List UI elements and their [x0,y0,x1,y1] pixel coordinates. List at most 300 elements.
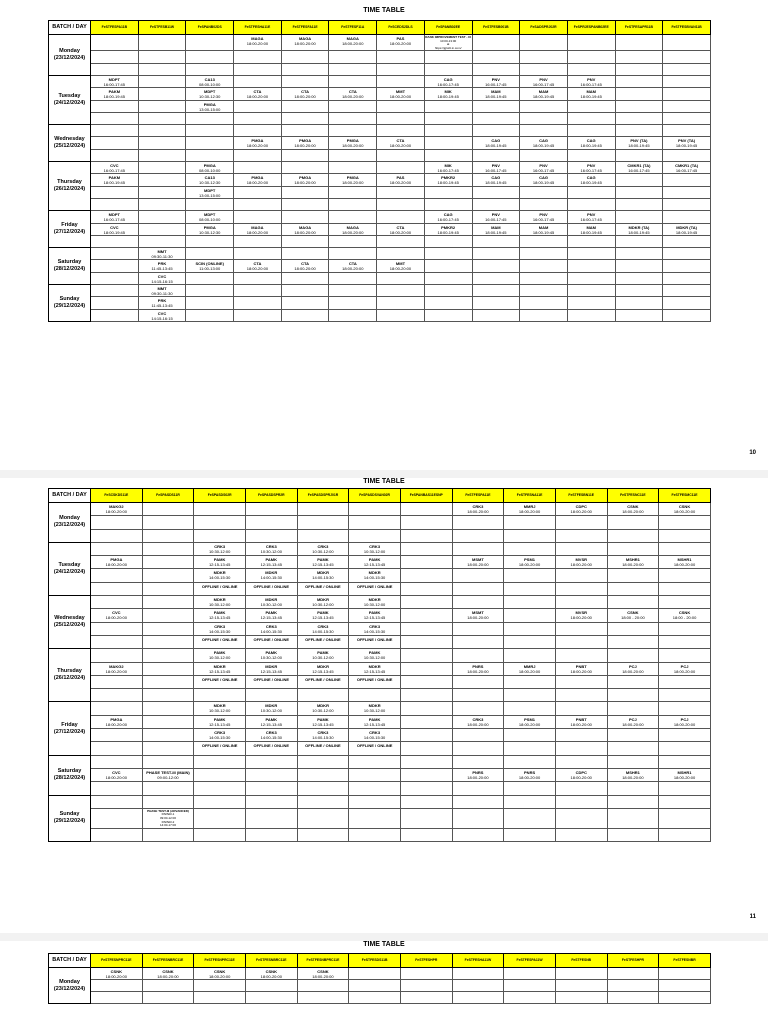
class-entry [659,556,710,567]
class-time: 18:00-20:00 [518,774,541,780]
class-entry [186,88,233,99]
schedule-cell [659,675,711,688]
timetable-grid [48,20,711,322]
schedule-cell [194,569,246,582]
class-entry [194,729,245,740]
schedule-cell [520,63,568,75]
schedule-cell [377,75,425,87]
class-entry [568,137,615,148]
class-code: CMKR1 (TA) [627,163,651,169]
class-code: CSNK [110,969,122,974]
class-code: PAMK [368,610,381,616]
schedule-cell [194,992,246,1004]
class-time: 10:30-12:00 [260,548,282,554]
schedule-cell [377,137,425,149]
class-entry [349,623,400,634]
class-entry [298,729,349,740]
schedule-cell [400,569,452,582]
schedule-cell [452,795,504,808]
class-entry [298,663,349,674]
schedule-cell [472,75,520,87]
day-date: (26/12/2024) [53,186,86,193]
schedule-cell [520,285,568,297]
class-time: 18:00-19:45 [532,180,555,186]
class-code: PAKM [108,175,121,181]
class-code: PHASE TEST-III (MAIN) [146,769,190,775]
class-entry [194,583,245,589]
schedule-cell [234,198,282,210]
day-date: (24/12/2024) [53,100,86,107]
schedule-cell [377,309,425,321]
table-row [49,556,711,569]
schedule-cell [349,795,401,808]
class-code: PNBT [575,716,587,722]
schedule-cell [142,662,194,675]
schedule-cell [329,112,377,124]
schedule-cell [377,285,425,297]
class-time: 12:15-13:45 [363,668,386,674]
class-code: CAG [491,175,501,181]
schedule-cell [91,755,143,768]
timetable-grid [48,488,711,842]
class-entry [556,556,607,567]
day-name: Monday [59,515,80,522]
class-code: CVC [112,769,121,775]
schedule-cell [186,75,234,87]
class-entry [91,76,138,87]
class-entry [194,636,245,642]
schedule-cell [400,795,452,808]
class-entry [504,769,555,780]
schedule-cell [186,235,234,247]
schedule-cell [329,285,377,297]
schedule-cell [329,51,377,63]
schedule-cell [555,729,607,742]
class-entry [425,76,472,87]
schedule-cell [329,260,377,272]
page-number: 11 [749,914,756,920]
class-entry [453,503,504,514]
schedule-cell [663,125,711,137]
schedule-cell [424,75,472,87]
schedule-cell [297,755,349,768]
schedule-cell [452,992,504,1004]
schedule-cell [194,516,246,529]
class-time: 18:00-20:00 [622,668,644,674]
schedule-cell [234,149,282,161]
schedule-cell [91,980,143,992]
schedule-cell [186,186,234,198]
schedule-cell [91,516,143,529]
class-entry [473,162,520,173]
table-row [49,51,711,63]
class-code: PRK [157,298,167,304]
class-entry [234,88,281,99]
schedule-cell [142,715,194,728]
schedule-cell [400,808,452,828]
table-row [49,309,711,321]
schedule-cell [472,63,520,75]
class-code: MMRJ [523,663,536,669]
schedule-cell [142,768,194,781]
class-time: 10:30-12:00 [312,548,334,554]
schedule-cell [555,689,607,702]
class-time: 16:00-17:45 [103,168,126,174]
class-entry [91,968,142,979]
class-code: MDKR [368,703,381,709]
class-code: MAM [586,224,596,230]
class-entry [298,543,349,554]
schedule-cell [400,622,452,635]
class-code: MDKR [213,703,226,709]
class-code: MSHR1 [677,557,692,563]
schedule-cell [567,223,615,235]
schedule-cell [377,112,425,124]
schedule-cell [424,248,472,260]
schedule-cell [663,198,711,210]
schedule-cell [424,260,472,272]
class-entry [608,663,659,674]
class-entry [520,76,567,87]
schedule-cell [607,729,659,742]
schedule-cell [91,223,139,235]
schedule-cell [281,51,329,63]
class-time: 12:15-13:45 [363,721,386,727]
schedule-cell [91,88,139,100]
schedule-cell [663,88,711,100]
schedule-cell [567,211,615,223]
schedule-cell [297,635,349,648]
table-row [49,782,711,795]
class-code: PAMK [317,716,329,722]
class-code: MDKR [316,663,329,669]
schedule-cell [91,35,139,51]
class-entry [186,174,233,185]
class-entry [246,609,297,620]
day-date: (25/12/2024) [53,143,86,150]
schedule-cell [504,715,556,728]
day-date: (24/12/2024) [53,568,86,575]
schedule-cell [349,729,401,742]
batch-header: FeSTFESB001B [472,21,520,35]
class-time: 10:30-12:00 [260,708,282,714]
class-entry [473,174,520,185]
schedule-cell [504,609,556,622]
schedule-cell [377,35,425,51]
class-code: CAG [586,138,596,144]
class-entry [298,742,349,748]
class-time: 14:00-15:30 [312,575,334,581]
day-date: (23/12/2024) [53,522,86,529]
schedule-cell [615,198,663,210]
class-code: MAGA [346,224,359,230]
schedule-cell [297,782,349,795]
class-code: CA13 [204,175,215,181]
class-entry [282,88,329,99]
schedule-cell [400,516,452,529]
schedule-cell [607,529,659,542]
schedule-cell [349,768,401,781]
class-time: 18:00-20:00 [570,615,592,621]
class-code: MDKR (TA) [628,224,650,230]
class-time: 10:30-12:00 [260,602,282,608]
schedule-cell [555,622,607,635]
table-row [49,63,711,75]
class-code: PAMK [317,610,329,616]
class-entry [568,174,615,185]
schedule-cell [615,35,663,51]
schedule-cell [194,689,246,702]
schedule-cell [615,162,663,174]
schedule-cell [607,503,659,516]
schedule-cell [555,828,607,841]
schedule-cell [504,503,556,516]
class-time: 18:00-19:45 [485,229,507,235]
schedule-cell [400,729,452,742]
class-code: PMGA [203,163,216,169]
schedule-cell [452,529,504,542]
class-time: 18:00-19:45 [532,229,555,235]
schedule-cell [377,186,425,198]
schedule-cell [245,582,297,595]
class-entry [139,310,186,321]
class-entry [298,609,349,620]
schedule-cell [234,75,282,87]
day-label [49,125,91,162]
class-code: PMGA [251,138,264,144]
schedule-cell [194,556,246,569]
class-entry [298,968,349,979]
schedule-cell [245,755,297,768]
schedule-cell [245,795,297,808]
batch-header: FeSTFESBN11E [555,489,607,503]
table-row [49,112,711,124]
class-time: 18:00-20:00 [622,721,644,727]
class-entry [234,224,281,235]
batch-header: FeSTFESNA11E [504,489,556,503]
class-code: CSNK [213,969,226,974]
class-time: 16:00-17:45 [580,217,602,223]
schedule-cell [281,297,329,309]
class-entry [194,968,245,979]
schedule-cell [329,186,377,198]
class-entry [377,88,424,99]
class-entry [556,663,607,674]
class-time: 18:00-19:45 [532,94,555,100]
class-entry [139,297,186,308]
class-code: PMGA [110,557,123,563]
class-time: 18:00-19:45 [103,94,126,100]
class-time: 16:00-17:45 [103,81,126,87]
class-time: 18:00-20:00 [342,180,364,186]
class-code: MAM [491,224,501,230]
schedule-cell [607,649,659,662]
class-time: 18:00-19:45 [437,94,459,100]
schedule-cell [245,992,297,1004]
schedule-cell [452,662,504,675]
schedule-cell [234,125,282,137]
class-time: 18:00-20:00 [389,94,412,100]
class-time: 10:30-12:00 [312,655,334,661]
schedule-cell [659,662,711,675]
batch-header: FeSTFESF11A [329,21,377,35]
schedule-cell [194,755,246,768]
table-row [49,582,711,595]
schedule-cell [234,112,282,124]
schedule-cell [472,198,520,210]
class-time: 09:30-11:30 [151,254,173,260]
schedule-cell [186,297,234,309]
schedule-cell [659,715,711,728]
schedule-cell [142,569,194,582]
class-time: 10:30-12:00 [363,708,386,714]
schedule-cell [520,149,568,161]
schedule-cell [400,635,452,648]
schedule-cell [91,63,139,75]
schedule-cell [91,149,139,161]
schedule-cell [663,51,711,63]
class-time: 14:00-15:30 [208,628,231,634]
class-entry [349,702,400,713]
class-entry [246,556,297,567]
schedule-cell [281,285,329,297]
class-time: 18:00-20:00 [294,94,316,100]
class-time: 18:00-19:45 [485,180,507,186]
class-entry [194,569,245,580]
schedule-cell [349,662,401,675]
class-code: PAMK [317,557,329,563]
class-time: 18:00-20:00 [294,180,316,186]
class-entry [568,88,615,99]
schedule-cell [659,702,711,715]
class-entry [194,609,245,620]
schedule-cell [567,100,615,112]
class-entry [520,174,567,185]
class-entry [298,596,349,607]
schedule-cell [377,88,425,100]
schedule-cell [504,742,556,755]
schedule-cell [472,112,520,124]
class-entry [608,769,659,780]
schedule-cell [452,516,504,529]
schedule-cell [281,125,329,137]
class-entry [425,162,472,173]
schedule-cell [472,174,520,186]
schedule-cell [615,112,663,124]
schedule-cell [329,149,377,161]
schedule-cell [186,285,234,297]
class-time: 18:00-20:00 [467,721,489,727]
table-row [49,88,711,100]
class-code: CSNK [627,504,639,509]
class-code: OFFLINE / ONLINE [305,743,341,749]
class-code: OFFLINE / ONLINE [305,636,341,642]
schedule-cell [138,137,186,149]
schedule-cell [659,542,711,555]
schedule-cell [194,662,246,675]
table-row [49,285,711,297]
class-entry [520,162,567,173]
schedule-cell [245,516,297,529]
class-entry [91,224,138,235]
class-entry [246,968,297,979]
day-date: (25/12/2024) [53,622,86,629]
table-row [49,516,711,529]
schedule-cell [615,75,663,87]
schedule-cell [138,223,186,235]
schedule-cell [245,649,297,662]
schedule-cell [663,309,711,321]
schedule-cell [555,582,607,595]
schedule-cell [659,992,711,1004]
batch-header: FeSTFESNBPRC11E [297,954,349,968]
class-entry [377,224,424,235]
batch-header: FeSPASDS02R [194,489,246,503]
schedule-cell [138,297,186,309]
schedule-cell [329,309,377,321]
class-time: 16:00-17:45 [485,217,507,223]
class-entry [298,569,349,580]
class-time: 16:00-17:45 [437,81,459,87]
schedule-cell [520,260,568,272]
class-entry [139,260,186,271]
class-entry [91,663,142,674]
schedule-cell [504,992,556,1004]
schedule-cell [91,198,139,210]
class-code: MDPT [108,212,121,218]
schedule-cell [424,198,472,210]
batch-header: FeSPASDSPR2R [245,489,297,503]
schedule-cell [520,35,568,51]
class-entry [298,676,349,682]
class-time: 16:00-17:45 [437,217,459,223]
schedule-cell [142,649,194,662]
class-entry [329,88,376,99]
schedule-cell [504,596,556,609]
schedule-cell [607,795,659,808]
schedule-cell [452,622,504,635]
schedule-cell [91,272,139,284]
class-entry [186,224,233,235]
schedule-cell [663,297,711,309]
schedule-cell [520,100,568,112]
schedule-cell [520,125,568,137]
schedule-cell [281,260,329,272]
schedule-cell [234,248,282,260]
schedule-cell [472,309,520,321]
day-label [49,755,91,795]
schedule-cell [452,675,504,688]
schedule-cell [424,112,472,124]
class-code: MDPT [204,212,216,218]
schedule-cell [91,297,139,309]
schedule-cell [186,272,234,284]
schedule-cell [567,162,615,174]
class-time: 08:00-10:00 [199,217,221,223]
schedule-cell [138,112,186,124]
class-code: PAS [396,175,405,181]
day-name: Tuesday [58,93,81,100]
batch-header: FeSPANBAS11ESNP [400,489,452,503]
class-entry [298,702,349,713]
class-code: PAMK [368,650,381,656]
schedule-cell [520,51,568,63]
schedule-cell [142,729,194,742]
schedule-cell [91,503,143,516]
table-row [49,992,711,1004]
table-row [49,980,711,992]
class-time: 18:00-20:00 [467,774,489,780]
